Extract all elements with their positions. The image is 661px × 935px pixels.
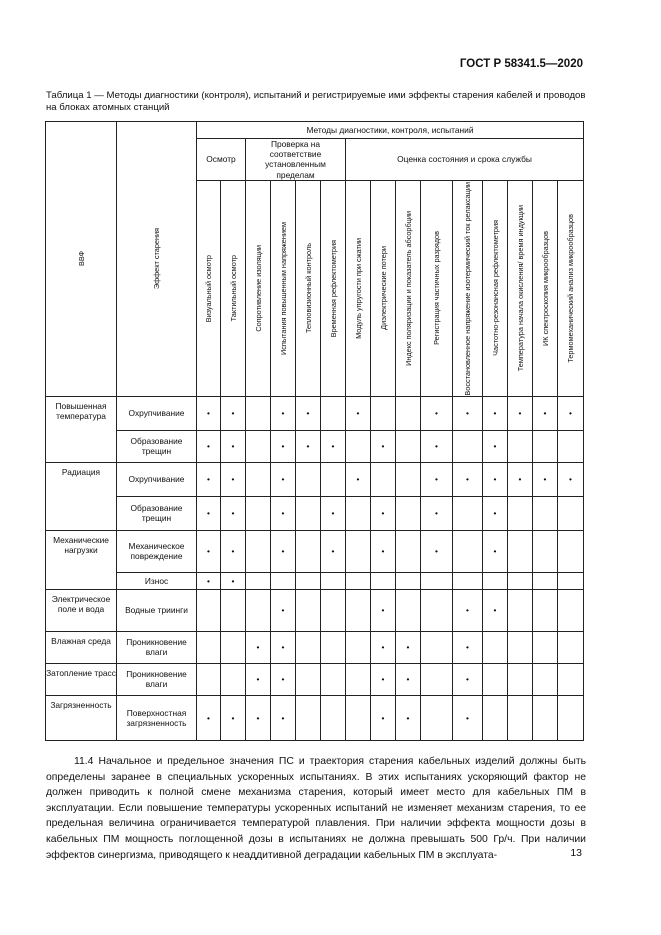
mark-cell (453, 572, 483, 589)
mark-cell (533, 695, 558, 740)
method-header-cell (453, 180, 483, 396)
mark-cell (421, 530, 453, 572)
mark-cell (321, 631, 346, 663)
mark-cell (321, 496, 346, 530)
mark-cell (371, 663, 396, 695)
mark-cell (533, 396, 558, 430)
bullet-mark: • (207, 575, 210, 586)
vvf-header-cell (46, 122, 117, 397)
effect-cell: Механическое повреждение (117, 530, 197, 572)
bullet-mark: • (493, 474, 497, 485)
bullet-mark: • (231, 508, 235, 519)
mark-cell (533, 589, 558, 631)
group-inspection: Осмотр (197, 139, 246, 181)
vvf-cell: Электрическое поле и вода (46, 589, 117, 631)
mark-cell (346, 496, 371, 530)
bullet-mark: • (331, 441, 335, 452)
mark-cell (296, 695, 321, 740)
bullet-mark: • (381, 605, 385, 616)
mark-cell (533, 572, 558, 589)
mark-cell (271, 430, 296, 462)
method-header-cell (508, 180, 533, 396)
bullet-mark: • (281, 546, 285, 557)
mark-cell (197, 530, 221, 572)
mark-cell (296, 663, 321, 695)
mark-cell (508, 589, 533, 631)
mark-cell (246, 695, 271, 740)
mark-cell (421, 496, 453, 530)
mark-cell (396, 663, 421, 695)
mark-cell (296, 572, 321, 589)
mark-cell (271, 396, 296, 430)
clause-11-4 (46, 754, 586, 863)
mark-cell (396, 530, 421, 572)
mark-cell (533, 530, 558, 572)
mark-cell (296, 462, 321, 496)
bullet-mark: • (356, 408, 360, 419)
mark-cell (197, 589, 221, 631)
table-row (46, 572, 584, 589)
bullet-mark: • (207, 441, 210, 452)
method-header: Модуль упругости при сжатии (353, 237, 363, 339)
mark-cell (453, 430, 483, 462)
mark-cell (197, 496, 221, 530)
mark-cell (296, 589, 321, 631)
mark-cell (296, 530, 321, 572)
mark-cell (508, 496, 533, 530)
method-header-cell (271, 180, 296, 396)
mark-cell (271, 589, 296, 631)
methods-table (45, 121, 584, 741)
bullet-mark: • (543, 474, 547, 485)
bullet-mark: • (435, 441, 438, 452)
method-header: Тактильный осмотр (228, 255, 238, 322)
mark-cell (421, 396, 453, 430)
mark-cell (221, 663, 246, 695)
table-row (46, 462, 584, 496)
mark-cell (558, 496, 584, 530)
bullet-mark: • (207, 546, 210, 557)
mark-cell (296, 496, 321, 530)
table-row (46, 430, 584, 462)
methods-title: Методы диагностики, контроля, испытаний (197, 122, 584, 139)
method-header: Регистрация частичных разрядов (432, 231, 441, 346)
method-header: Тепловизионный контроль (303, 243, 313, 334)
bullet-mark: • (466, 642, 469, 653)
method-header-cell (296, 180, 321, 396)
mark-cell (371, 430, 396, 462)
method-header: Термомеханический анализ микрообразцов (566, 213, 575, 363)
mark-cell (271, 631, 296, 663)
bullet-mark: • (435, 408, 438, 419)
bullet-mark: • (435, 508, 438, 519)
effect-cell: Износ (117, 572, 197, 589)
method-header: Индекс поляризации и показатель абсорбции (403, 210, 413, 366)
mark-cell (453, 663, 483, 695)
mark-cell (558, 430, 584, 462)
mark-cell (346, 631, 371, 663)
bullet-mark: • (281, 712, 285, 723)
mark-cell (396, 631, 421, 663)
mark-cell (396, 589, 421, 631)
bullet-mark: • (406, 712, 410, 723)
mark-cell (321, 430, 346, 462)
method-header: Временная рефлектометрия (328, 239, 338, 337)
bullet-mark: • (356, 474, 360, 485)
bullet-mark: • (493, 605, 497, 616)
bullet-mark: • (381, 642, 385, 653)
mark-cell (346, 572, 371, 589)
bullet-mark: • (231, 408, 235, 419)
mark-cell (246, 462, 271, 496)
method-header-cell (321, 180, 346, 396)
mark-cell (421, 430, 453, 462)
method-header: Визуальный осмотр (204, 254, 213, 322)
mark-cell (197, 572, 221, 589)
vvf-header: ВВФ (76, 251, 86, 267)
vvf-cell: Радиация (46, 462, 117, 530)
mark-cell (533, 462, 558, 496)
bullet-mark: • (466, 408, 469, 419)
mark-cell (246, 663, 271, 695)
mark-cell (371, 496, 396, 530)
mark-cell (483, 663, 508, 695)
mark-cell (346, 462, 371, 496)
table-row (46, 496, 584, 530)
bullet-mark: • (306, 408, 310, 419)
mark-cell (421, 462, 453, 496)
body-text: 11.4 Начальное и предельное значения ПС и траектория старения кабельных изделий должны быть определены заранее в специальных ускоренных испытаниях. В этих испытаниях ускоряющий фактор не должен приводить к полной смене механизма старения, который имеет место для кабельных ПМ в эксплуатации. Если повышение температуры ускоренных испытаний не изменяет механизм старения, то ее предельная величина ограничивается температурой плавления. При наличии эффекта мощности дозы в кабельных ПМ мощность поглощенной дозы в испытаниях не должна превышать 500 Гр/ч. При наличии эффектов синергизма, приводящего к неаддитивной деградации кабельных ПМ в эксплуата- (46, 756, 586, 861)
mark-cell (508, 430, 533, 462)
bullet-mark: • (256, 674, 260, 685)
mark-cell (321, 695, 346, 740)
method-header: ИК спектроскопия микрообразцов (540, 230, 550, 346)
mark-cell (246, 589, 271, 631)
bullet-mark: • (331, 546, 335, 557)
method-header: Частотно-резонансная рефлектометрия (490, 220, 500, 357)
vvf-cell: Повышенная температура (46, 396, 117, 462)
group-condition: Оценка состояния и срока службы (346, 139, 584, 181)
vvf-cell: Затопление трасс (46, 663, 117, 695)
mark-cell (246, 572, 271, 589)
bullet-mark: • (281, 474, 285, 485)
effect-cell: Образование трещин (117, 496, 197, 530)
mark-cell (533, 430, 558, 462)
mark-cell (396, 695, 421, 740)
mark-cell (483, 695, 508, 740)
mark-cell (321, 530, 346, 572)
table-row (46, 695, 584, 740)
mark-cell (483, 589, 508, 631)
bullet-mark: • (281, 441, 285, 452)
mark-cell (346, 430, 371, 462)
bullet-mark: • (518, 474, 522, 485)
mark-cell (396, 430, 421, 462)
bullet-mark: • (466, 605, 469, 616)
bullet-mark: • (381, 712, 385, 723)
bullet-mark: • (207, 408, 210, 419)
mark-cell (453, 530, 483, 572)
bullet-mark: • (406, 642, 410, 653)
method-header: Температура начала окисления/ время индукции (515, 205, 525, 372)
bullet-mark: • (381, 674, 385, 685)
bullet-mark: • (306, 441, 310, 452)
mark-cell (221, 496, 246, 530)
bullet-mark: • (207, 712, 210, 723)
bullet-mark: • (231, 712, 235, 723)
table-row (46, 530, 584, 572)
method-header-cell (371, 180, 396, 396)
mark-cell (321, 572, 346, 589)
mark-cell (346, 396, 371, 430)
mark-cell (271, 462, 296, 496)
mark-cell (483, 462, 508, 496)
effect-cell: Поверхностная загрязненность (117, 695, 197, 740)
effect-cell: Образование трещин (117, 430, 197, 462)
mark-cell (321, 663, 346, 695)
mark-cell (508, 462, 533, 496)
mark-cell (296, 631, 321, 663)
mark-cell (221, 396, 246, 430)
mark-cell (221, 589, 246, 631)
bullet-mark: • (493, 546, 497, 557)
mark-cell (396, 496, 421, 530)
mark-cell (421, 631, 453, 663)
mark-cell (296, 396, 321, 430)
mark-cell (197, 631, 221, 663)
bullet-mark: • (381, 546, 385, 557)
bullet-mark: • (381, 441, 385, 452)
bullet-mark: • (406, 674, 410, 685)
mark-cell (483, 631, 508, 663)
mark-cell (508, 631, 533, 663)
method-header-cell (558, 180, 584, 396)
bullet-mark: • (281, 408, 285, 419)
mark-cell (271, 695, 296, 740)
mark-cell (396, 572, 421, 589)
mark-cell (197, 695, 221, 740)
mark-cell (396, 396, 421, 430)
document-id: ГОСТ Р 58341.5—2020 (459, 58, 583, 70)
mark-cell (558, 663, 584, 695)
mark-cell (508, 572, 533, 589)
table-row (46, 589, 584, 631)
mark-cell (246, 496, 271, 530)
table-row (46, 663, 584, 695)
mark-cell (483, 530, 508, 572)
mark-cell (483, 496, 508, 530)
mark-cell (483, 572, 508, 589)
bullet-mark: • (493, 508, 497, 519)
bullet-mark: • (518, 408, 522, 419)
method-header: Испытания повышенным напряжением (278, 221, 288, 355)
mark-cell (221, 572, 246, 589)
method-header-cell (483, 180, 508, 396)
method-header-cell (246, 180, 271, 396)
mark-cell (508, 530, 533, 572)
bullet-mark: • (543, 408, 547, 419)
mark-cell (221, 530, 246, 572)
bullet-mark: • (256, 642, 260, 653)
vvf-cell: Влажная среда (46, 631, 117, 663)
mark-cell (558, 589, 584, 631)
mark-cell (483, 396, 508, 430)
effect-header-cell (117, 122, 197, 397)
mark-cell (371, 695, 396, 740)
mark-cell (197, 462, 221, 496)
effect-cell: Водные триинги (117, 589, 197, 631)
table-body (46, 396, 584, 740)
bullet-mark: • (231, 546, 235, 557)
mark-cell (558, 631, 584, 663)
mark-cell (533, 663, 558, 695)
mark-cell (221, 462, 246, 496)
table-caption: Таблица 1 — Методы диагностики (контроля), испытаний и регистрируемые ими эффекты старения кабелей и проводов на блоках атомных станций (46, 90, 586, 113)
bullet-mark: • (231, 575, 235, 586)
bullet-mark: • (256, 712, 260, 723)
group-compliance: Проверка на соответствие установленным пределам (246, 139, 346, 181)
mark-cell (346, 530, 371, 572)
mark-cell (453, 396, 483, 430)
mark-cell (197, 430, 221, 462)
method-header-cell (346, 180, 371, 396)
bullet-mark: • (435, 474, 438, 485)
mark-cell (346, 695, 371, 740)
method-header: Восстановленное напряжение изотермический ток релаксации (463, 181, 472, 396)
page-number: 13 (570, 847, 582, 859)
mark-cell (371, 589, 396, 631)
method-header-cell (197, 180, 221, 396)
mark-cell (533, 631, 558, 663)
bullet-mark: • (493, 441, 497, 452)
mark-cell (321, 396, 346, 430)
effect-cell: Проникновение влаги (117, 631, 197, 663)
mark-cell (396, 462, 421, 496)
bullet-mark: • (207, 508, 210, 519)
mark-cell (271, 530, 296, 572)
table-row (46, 631, 584, 663)
mark-cell (371, 631, 396, 663)
vvf-cell: Механические нагрузки (46, 530, 117, 589)
bullet-mark: • (466, 674, 469, 685)
bullet-mark: • (466, 712, 469, 723)
mark-cell (421, 589, 453, 631)
bullet-mark: • (231, 441, 235, 452)
mark-cell (221, 430, 246, 462)
bullet-mark: • (569, 474, 572, 485)
effect-header: Эффект старения (152, 228, 161, 290)
mark-cell (558, 462, 584, 496)
mark-cell (453, 589, 483, 631)
method-header-cell (533, 180, 558, 396)
mark-cell (271, 572, 296, 589)
effect-cell: Проникновение влаги (117, 663, 197, 695)
mark-cell (246, 396, 271, 430)
mark-cell (508, 663, 533, 695)
bullet-mark: • (569, 408, 572, 419)
mark-cell (246, 631, 271, 663)
mark-cell (346, 589, 371, 631)
mark-cell (221, 695, 246, 740)
effect-cell: Охрупчивание (117, 396, 197, 430)
mark-cell (197, 396, 221, 430)
mark-cell (483, 430, 508, 462)
method-header: Сопротивление изоляции (253, 244, 263, 332)
bullet-mark: • (493, 408, 497, 419)
bullet-mark: • (231, 474, 235, 485)
bullet-mark: • (435, 546, 438, 557)
mark-cell (221, 631, 246, 663)
mark-cell (421, 663, 453, 695)
mark-cell (371, 396, 396, 430)
bullet-mark: • (281, 605, 285, 616)
method-header-cell (421, 180, 453, 396)
method-header-cell (396, 180, 421, 396)
method-header: Диэлектрические потери (378, 246, 388, 331)
mark-cell (421, 695, 453, 740)
bullet-mark: • (331, 508, 335, 519)
mark-cell (558, 695, 584, 740)
mark-cell (197, 663, 221, 695)
mark-cell (453, 631, 483, 663)
mark-cell (296, 430, 321, 462)
mark-cell (271, 663, 296, 695)
vvf-cell: Загрязненность (46, 695, 117, 740)
mark-cell (533, 496, 558, 530)
mark-cell (558, 530, 584, 572)
mark-cell (453, 496, 483, 530)
mark-cell (371, 530, 396, 572)
mark-cell (321, 589, 346, 631)
mark-cell (321, 462, 346, 496)
mark-cell (371, 462, 396, 496)
mark-cell (453, 462, 483, 496)
effect-cell: Охрупчивание (117, 462, 197, 496)
mark-cell (558, 396, 584, 430)
mark-cell (346, 663, 371, 695)
bullet-mark: • (281, 508, 285, 519)
mark-cell (421, 572, 453, 589)
mark-cell (508, 396, 533, 430)
mark-cell (271, 496, 296, 530)
mark-cell (508, 695, 533, 740)
mark-cell (371, 572, 396, 589)
bullet-mark: • (466, 474, 469, 485)
bullet-mark: • (281, 642, 285, 653)
table-row (46, 396, 584, 430)
method-header-cell (221, 180, 246, 396)
mark-cell (246, 530, 271, 572)
bullet-mark: • (381, 508, 385, 519)
mark-cell (453, 695, 483, 740)
bullet-mark: • (281, 674, 285, 685)
mark-cell (246, 430, 271, 462)
mark-cell (558, 572, 584, 589)
bullet-mark: • (207, 474, 210, 485)
